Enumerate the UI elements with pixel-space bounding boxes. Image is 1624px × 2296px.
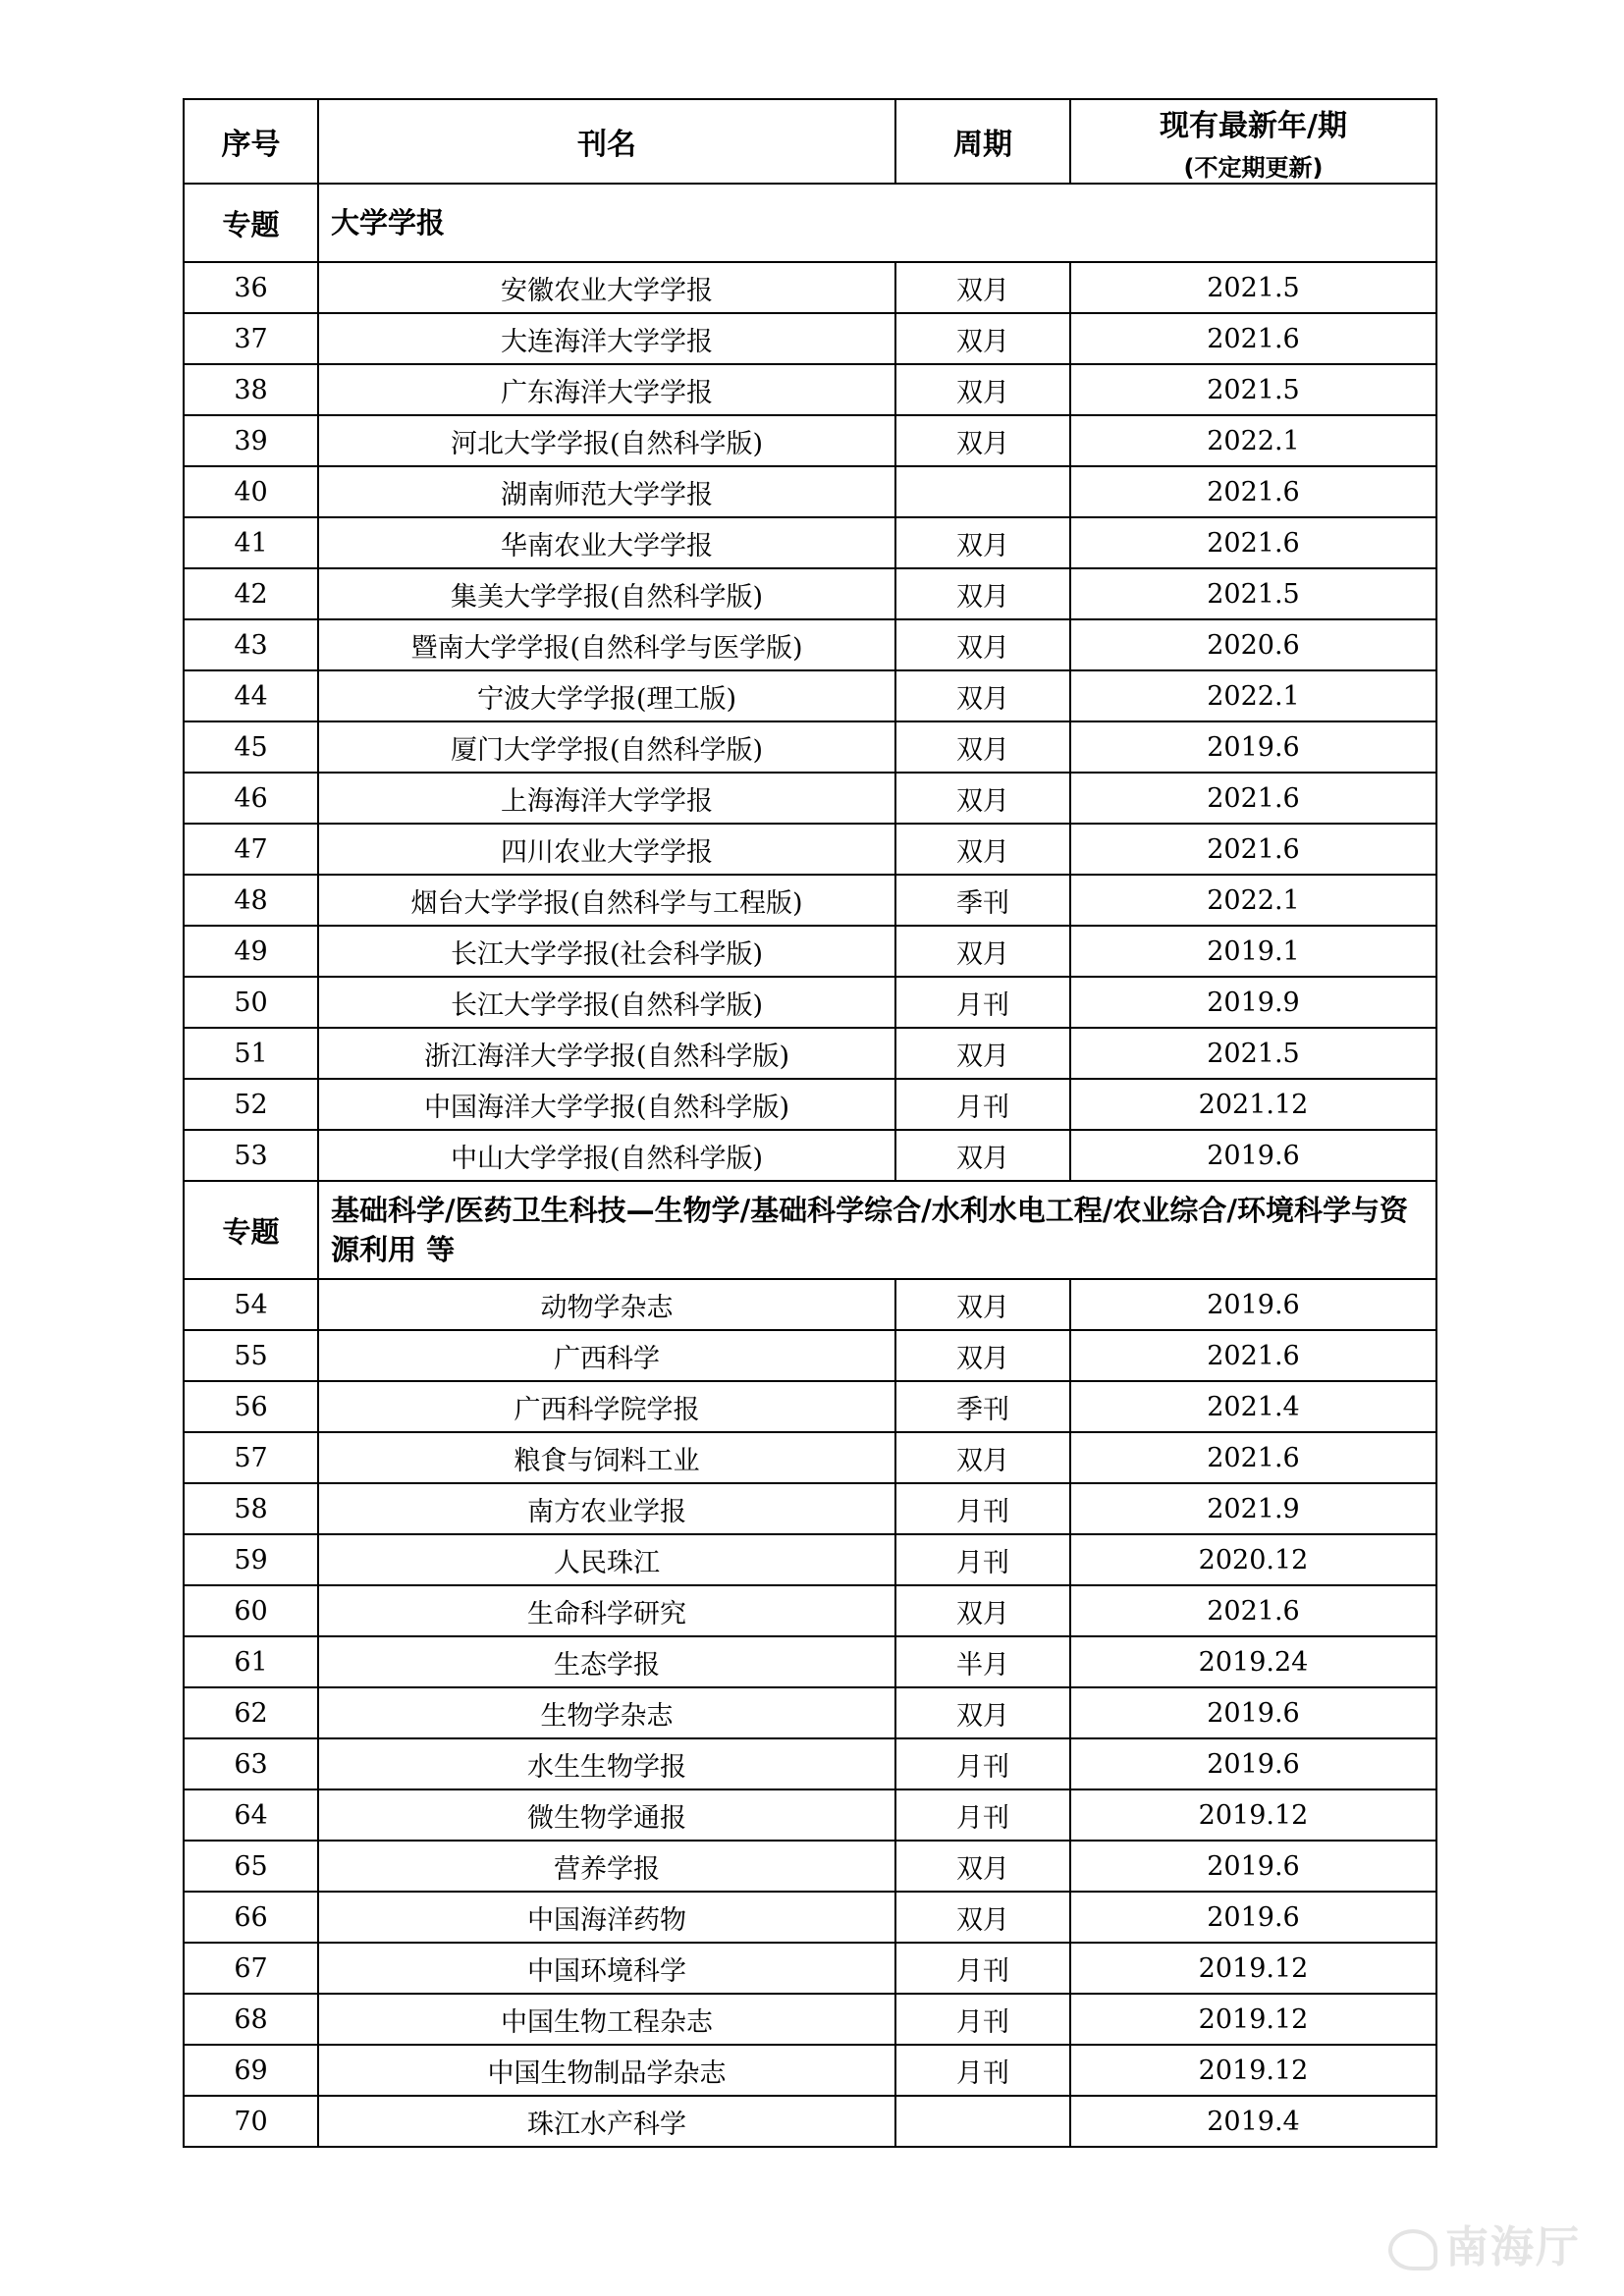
cell-latest: 2021.6 <box>1070 466 1436 517</box>
cell-latest: 2019.24 <box>1070 1636 1436 1687</box>
cell-latest: 2021.12 <box>1070 1079 1436 1130</box>
cell-period: 双月 <box>895 568 1070 619</box>
cell-no: 36 <box>184 262 318 313</box>
table-body <box>184 184 1436 2147</box>
cell-period: 月刊 <box>895 1483 1070 1534</box>
cell-no: 39 <box>184 415 318 466</box>
table-row <box>184 1381 1436 1432</box>
cell-period: 季刊 <box>895 1381 1070 1432</box>
table-row <box>184 824 1436 875</box>
header-latest <box>1070 99 1436 184</box>
table-row <box>184 1943 1436 1994</box>
cell-name: 大连海洋大学学报 <box>318 313 895 364</box>
cell-period: 双月 <box>895 262 1070 313</box>
table-row <box>184 1432 1436 1483</box>
cell-no: 62 <box>184 1687 318 1738</box>
swirl-logo-icon <box>1388 2229 1437 2270</box>
cell-period: 月刊 <box>895 1994 1070 2045</box>
cell-no: 47 <box>184 824 318 875</box>
table-row <box>184 1130 1436 1181</box>
section-header-row <box>184 184 1436 262</box>
cell-no: 67 <box>184 1943 318 1994</box>
cell-no: 69 <box>184 2045 318 2096</box>
cell-latest: 2021.5 <box>1070 568 1436 619</box>
table-row <box>184 1483 1436 1534</box>
cell-period <box>895 466 1070 517</box>
cell-no: 43 <box>184 619 318 670</box>
table-row <box>184 466 1436 517</box>
cell-period: 月刊 <box>895 1789 1070 1841</box>
table-header-row <box>184 99 1436 184</box>
cell-name: 厦门大学学报(自然科学版) <box>318 721 895 773</box>
cell-latest: 2021.5 <box>1070 262 1436 313</box>
cell-name: 中国海洋药物 <box>318 1892 895 1943</box>
cell-name: 上海海洋大学学报 <box>318 773 895 824</box>
cell-no: 42 <box>184 568 318 619</box>
cell-no: 51 <box>184 1028 318 1079</box>
cell-name: 暨南大学学报(自然科学与医学版) <box>318 619 895 670</box>
cell-no: 38 <box>184 364 318 415</box>
section-title: 大学学报 <box>318 184 1436 262</box>
table-row <box>184 364 1436 415</box>
cell-period: 双月 <box>895 1279 1070 1330</box>
cell-no: 60 <box>184 1585 318 1636</box>
cell-no: 56 <box>184 1381 318 1432</box>
table-row <box>184 1636 1436 1687</box>
cell-no: 61 <box>184 1636 318 1687</box>
cell-latest: 2019.12 <box>1070 1943 1436 1994</box>
section-label: 专题 <box>184 184 318 262</box>
table-row <box>184 1534 1436 1585</box>
table-row <box>184 721 1436 773</box>
table-row <box>184 1841 1436 1892</box>
cell-latest: 2021.5 <box>1070 1028 1436 1079</box>
cell-no: 49 <box>184 926 318 977</box>
cell-period: 双月 <box>895 1585 1070 1636</box>
table-row <box>184 1789 1436 1841</box>
cell-latest: 2019.6 <box>1070 1130 1436 1181</box>
watermark-text: 南海厅 <box>1445 2222 1581 2272</box>
cell-name: 中山大学学报(自然科学版) <box>318 1130 895 1181</box>
cell-period <box>895 2096 1070 2147</box>
cell-period: 双月 <box>895 1892 1070 1943</box>
cell-name: 营养学报 <box>318 1841 895 1892</box>
cell-period: 季刊 <box>895 875 1070 926</box>
cell-latest: 2021.6 <box>1070 773 1436 824</box>
cell-period: 月刊 <box>895 1534 1070 1585</box>
cell-no: 59 <box>184 1534 318 1585</box>
cell-period: 双月 <box>895 824 1070 875</box>
cell-latest: 2022.1 <box>1070 670 1436 721</box>
cell-name: 河北大学学报(自然科学版) <box>318 415 895 466</box>
cell-latest: 2021.4 <box>1070 1381 1436 1432</box>
cell-period: 双月 <box>895 1130 1070 1181</box>
cell-no: 53 <box>184 1130 318 1181</box>
cell-no: 55 <box>184 1330 318 1381</box>
cell-name: 珠江水产科学 <box>318 2096 895 2147</box>
cell-period: 双月 <box>895 517 1070 568</box>
section-title: 基础科学/医药卫生科技—生物学/基础科学综合/水利水电工程/农业综合/环境科学与资源利用 等 <box>318 1181 1436 1279</box>
cell-latest: 2020.12 <box>1070 1534 1436 1585</box>
table-row <box>184 1738 1436 1789</box>
cell-period: 半月 <box>895 1636 1070 1687</box>
cell-latest: 2022.1 <box>1070 415 1436 466</box>
cell-latest: 2019.6 <box>1070 1892 1436 1943</box>
header-period: 周期 <box>895 99 1070 184</box>
cell-no: 45 <box>184 721 318 773</box>
cell-no: 68 <box>184 1994 318 2045</box>
cell-no: 64 <box>184 1789 318 1841</box>
cell-no: 57 <box>184 1432 318 1483</box>
section-label: 专题 <box>184 1181 318 1279</box>
table-row <box>184 1687 1436 1738</box>
cell-latest: 2021.5 <box>1070 364 1436 415</box>
cell-name: 浙江海洋大学学报(自然科学版) <box>318 1028 895 1079</box>
header-latest-note: (不定期更新) <box>1183 153 1324 182</box>
cell-latest: 2019.12 <box>1070 2045 1436 2096</box>
cell-name: 宁波大学学报(理工版) <box>318 670 895 721</box>
cell-name: 四川农业大学学报 <box>318 824 895 875</box>
cell-no: 65 <box>184 1841 318 1892</box>
table-row <box>184 619 1436 670</box>
journal-table <box>183 98 1437 2148</box>
cell-no: 50 <box>184 977 318 1028</box>
cell-latest: 2019.9 <box>1070 977 1436 1028</box>
cell-period: 双月 <box>895 721 1070 773</box>
table-row <box>184 875 1436 926</box>
table-row <box>184 313 1436 364</box>
cell-latest: 2019.12 <box>1070 1789 1436 1841</box>
cell-name: 粮食与饲料工业 <box>318 1432 895 1483</box>
cell-latest: 2020.6 <box>1070 619 1436 670</box>
cell-no: 37 <box>184 313 318 364</box>
table-row <box>184 1585 1436 1636</box>
cell-name: 水生生物学报 <box>318 1738 895 1789</box>
cell-latest: 2021.6 <box>1070 313 1436 364</box>
cell-period: 双月 <box>895 364 1070 415</box>
cell-name: 广西科学 <box>318 1330 895 1381</box>
cell-period: 双月 <box>895 926 1070 977</box>
cell-latest: 2021.6 <box>1070 1585 1436 1636</box>
table-row <box>184 1330 1436 1381</box>
watermark <box>1388 2212 1581 2274</box>
table-row <box>184 926 1436 977</box>
cell-no: 48 <box>184 875 318 926</box>
cell-name: 生命科学研究 <box>318 1585 895 1636</box>
cell-name: 华南农业大学学报 <box>318 517 895 568</box>
cell-no: 66 <box>184 1892 318 1943</box>
cell-latest: 2019.12 <box>1070 1994 1436 2045</box>
cell-no: 54 <box>184 1279 318 1330</box>
cell-latest: 2019.6 <box>1070 721 1436 773</box>
table-row <box>184 1994 1436 2045</box>
cell-period: 双月 <box>895 415 1070 466</box>
cell-period: 双月 <box>895 773 1070 824</box>
table-row <box>184 977 1436 1028</box>
cell-latest: 2019.6 <box>1070 1738 1436 1789</box>
cell-no: 41 <box>184 517 318 568</box>
table-row <box>184 1079 1436 1130</box>
cell-period: 月刊 <box>895 1943 1070 1994</box>
cell-name: 中国生物制品学杂志 <box>318 2045 895 2096</box>
cell-name: 广东海洋大学学报 <box>318 364 895 415</box>
cell-no: 70 <box>184 2096 318 2147</box>
cell-no: 63 <box>184 1738 318 1789</box>
cell-latest: 2021.6 <box>1070 517 1436 568</box>
cell-name: 长江大学学报(社会科学版) <box>318 926 895 977</box>
cell-latest: 2021.9 <box>1070 1483 1436 1534</box>
table-row <box>184 1279 1436 1330</box>
cell-period: 双月 <box>895 670 1070 721</box>
cell-period: 双月 <box>895 313 1070 364</box>
cell-no: 44 <box>184 670 318 721</box>
cell-name: 中国环境科学 <box>318 1943 895 1994</box>
cell-latest: 2021.6 <box>1070 824 1436 875</box>
cell-name: 安徽农业大学学报 <box>318 262 895 313</box>
cell-period: 双月 <box>895 1687 1070 1738</box>
table-row <box>184 670 1436 721</box>
cell-period: 双月 <box>895 1028 1070 1079</box>
cell-no: 58 <box>184 1483 318 1534</box>
table-row <box>184 568 1436 619</box>
cell-latest: 2019.6 <box>1070 1279 1436 1330</box>
cell-period: 月刊 <box>895 1079 1070 1130</box>
cell-period: 双月 <box>895 1330 1070 1381</box>
header-latest-label: 现有最新年/期 <box>1160 108 1347 143</box>
table-row <box>184 1892 1436 1943</box>
cell-latest: 2021.6 <box>1070 1432 1436 1483</box>
section-header-row <box>184 1181 1436 1279</box>
cell-name: 中国生物工程杂志 <box>318 1994 895 2045</box>
cell-latest: 2021.6 <box>1070 1330 1436 1381</box>
cell-latest: 2019.1 <box>1070 926 1436 977</box>
table-row <box>184 262 1436 313</box>
cell-name: 南方农业学报 <box>318 1483 895 1534</box>
cell-period: 月刊 <box>895 1738 1070 1789</box>
cell-name: 中国海洋大学学报(自然科学版) <box>318 1079 895 1130</box>
table-row <box>184 2096 1436 2147</box>
cell-name: 生物学杂志 <box>318 1687 895 1738</box>
table-row <box>184 773 1436 824</box>
table-row <box>184 415 1436 466</box>
cell-name: 广西科学院学报 <box>318 1381 895 1432</box>
header-no: 序号 <box>184 99 318 184</box>
cell-name: 湖南师范大学学报 <box>318 466 895 517</box>
cell-latest: 2022.1 <box>1070 875 1436 926</box>
header-name: 刊名 <box>318 99 895 184</box>
table-row <box>184 1028 1436 1079</box>
cell-period: 月刊 <box>895 977 1070 1028</box>
cell-no: 46 <box>184 773 318 824</box>
table-row <box>184 2045 1436 2096</box>
table-row <box>184 517 1436 568</box>
cell-period: 月刊 <box>895 2045 1070 2096</box>
cell-name: 生态学报 <box>318 1636 895 1687</box>
cell-name: 动物学杂志 <box>318 1279 895 1330</box>
cell-name: 烟台大学学报(自然科学与工程版) <box>318 875 895 926</box>
cell-name: 集美大学学报(自然科学版) <box>318 568 895 619</box>
cell-latest: 2019.6 <box>1070 1687 1436 1738</box>
cell-name: 长江大学学报(自然科学版) <box>318 977 895 1028</box>
cell-no: 40 <box>184 466 318 517</box>
cell-period: 双月 <box>895 1841 1070 1892</box>
cell-period: 双月 <box>895 1432 1070 1483</box>
cell-name: 人民珠江 <box>318 1534 895 1585</box>
cell-latest: 2019.4 <box>1070 2096 1436 2147</box>
cell-no: 52 <box>184 1079 318 1130</box>
cell-period: 双月 <box>895 619 1070 670</box>
cell-latest: 2019.6 <box>1070 1841 1436 1892</box>
cell-name: 微生物学通报 <box>318 1789 895 1841</box>
